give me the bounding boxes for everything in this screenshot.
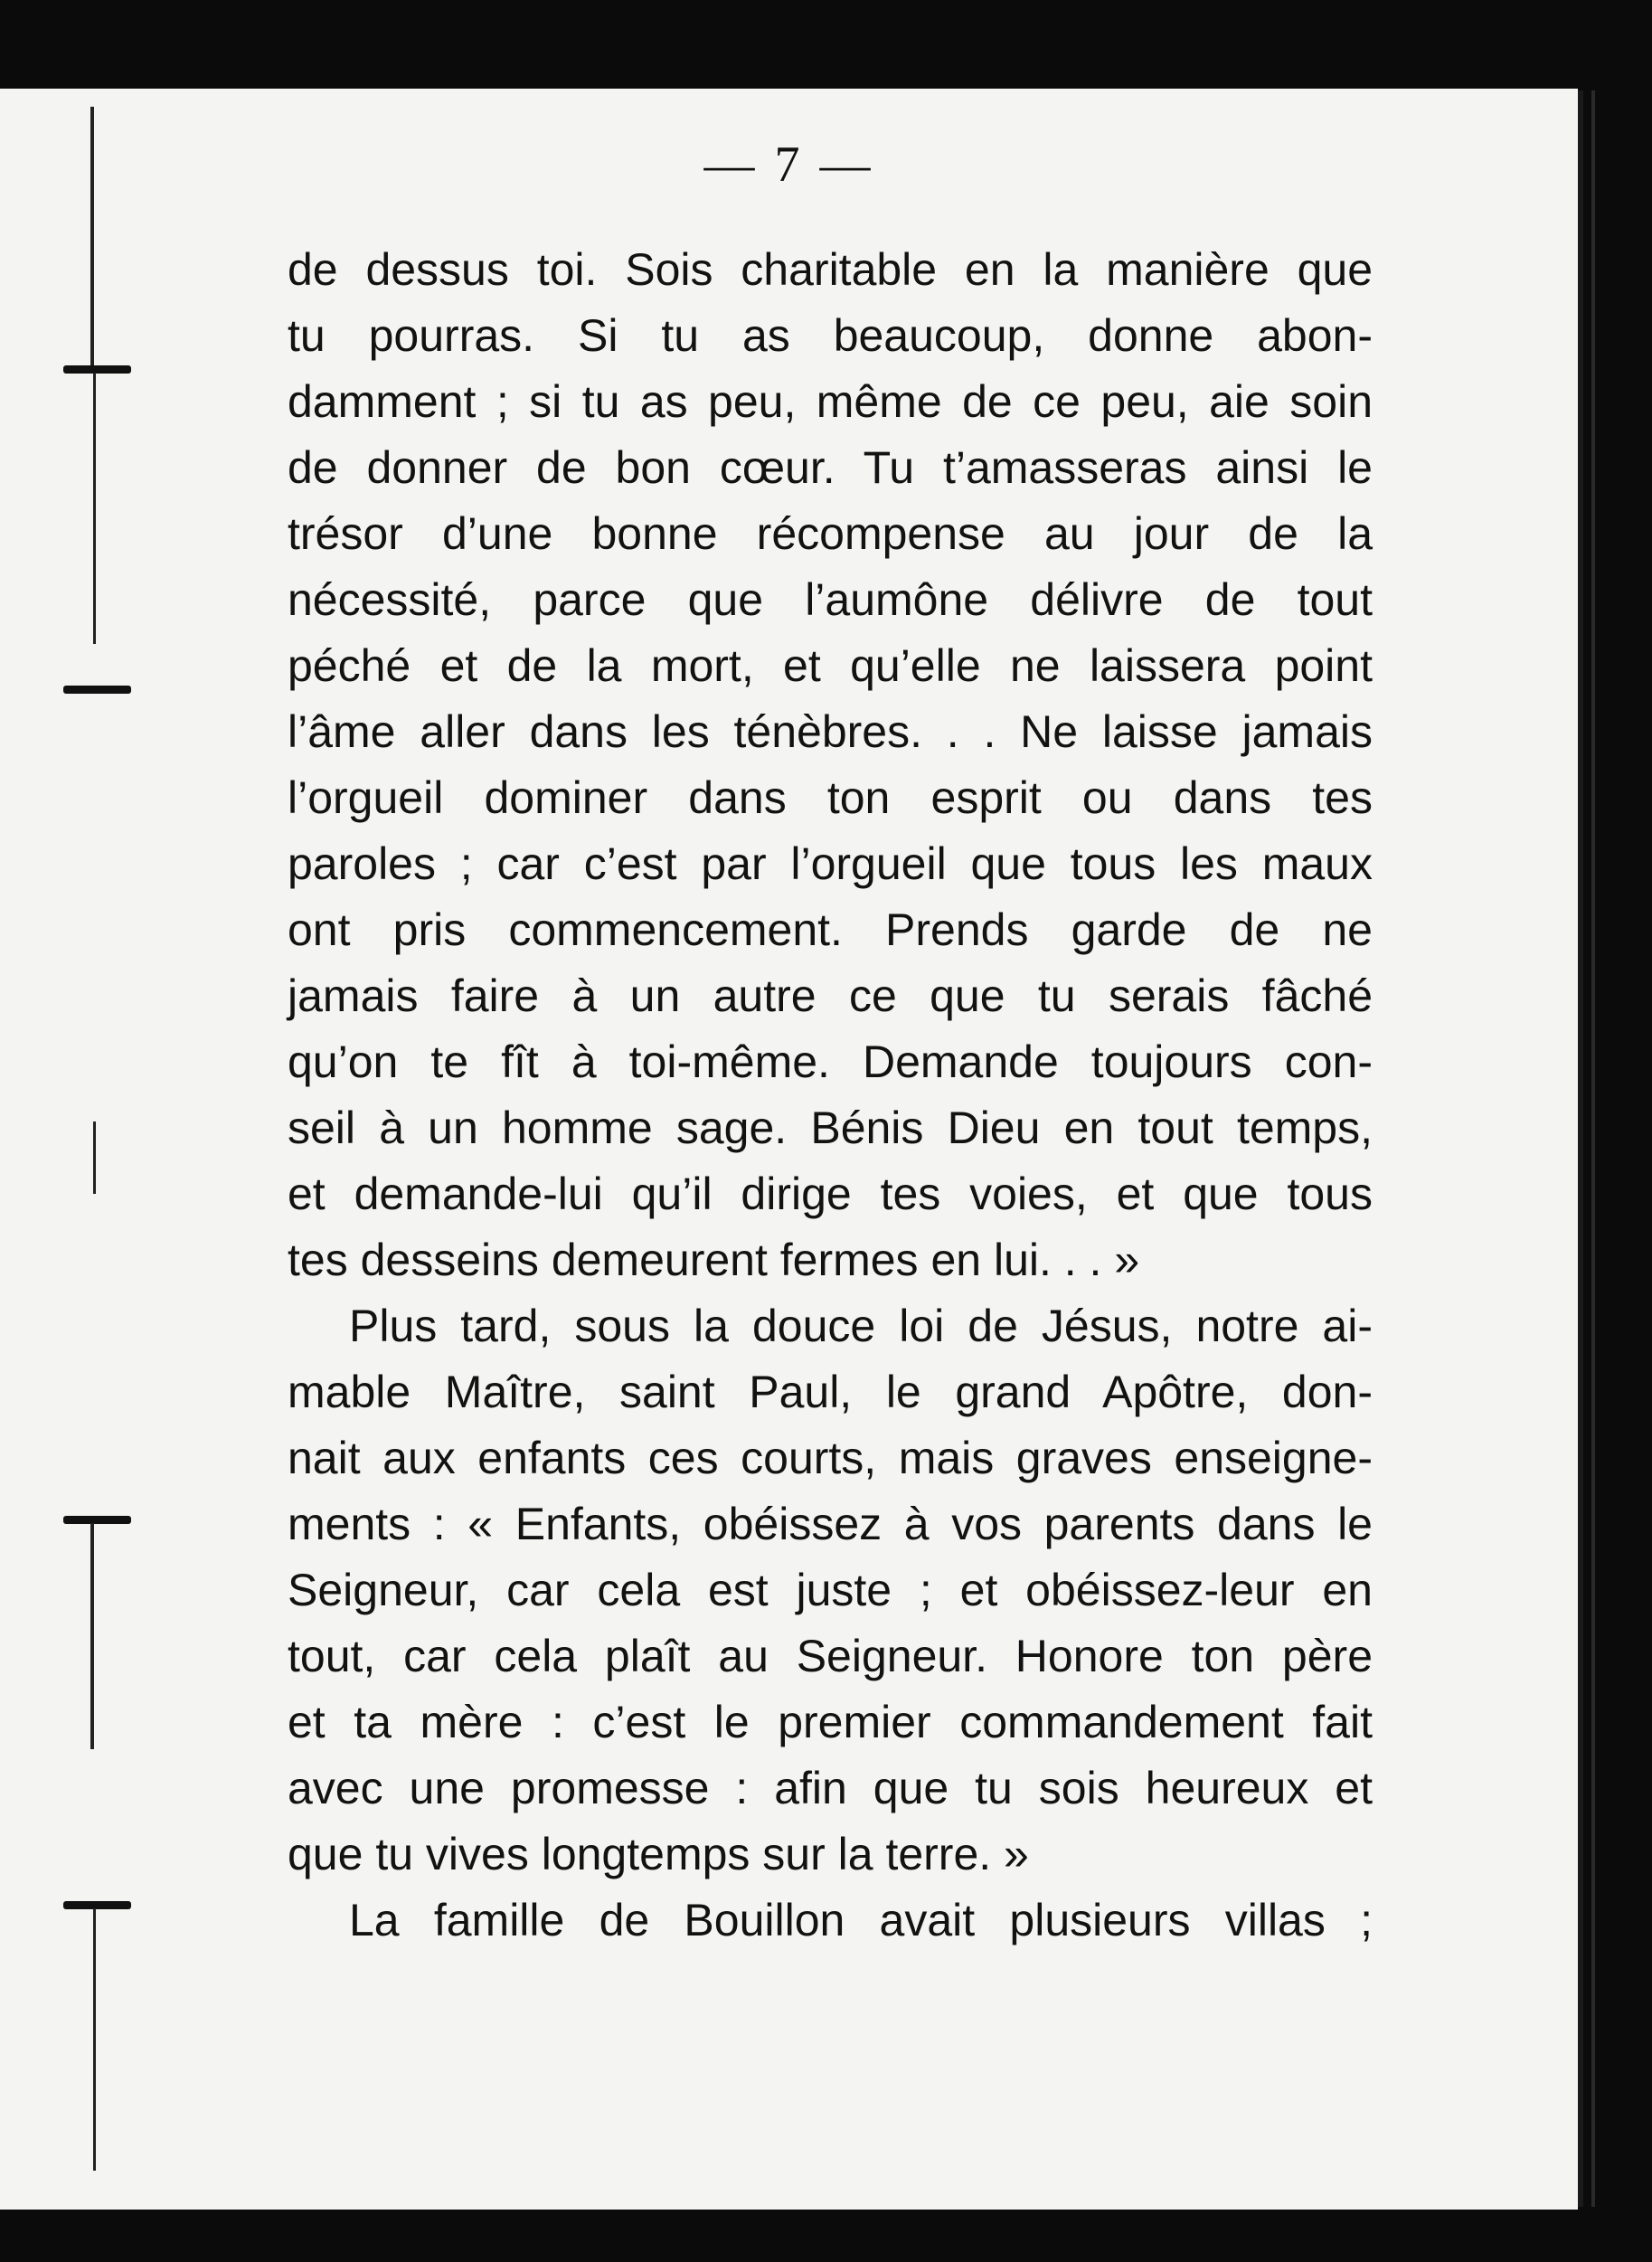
text-line: l’orgueil dominer dans ton esprit ou dans tes — [288, 772, 1373, 823]
text-line: damment ; si tu as peu, même de ce peu, aie soin — [288, 376, 1373, 427]
body-text — [288, 237, 1373, 1954]
text-line: Seigneur, car cela est juste ; et obéissez-leur en — [288, 1565, 1373, 1615]
text-line: tout, car cela plaît au Seigneur. Honore ton père — [288, 1631, 1373, 1681]
text-line: et ta mère : c’est le premier commandement fait — [288, 1697, 1373, 1747]
binding-stitch — [93, 373, 96, 644]
text-line: tu pourras. Si tu as beaucoup, donne abon- — [288, 310, 1373, 361]
text-line: ont pris commencement. Prends garde de ne — [288, 904, 1373, 955]
text-line: jamais faire à un autre ce que tu serais fâché — [288, 970, 1373, 1021]
text-line: seil à un homme sage. Bénis Dieu en tout temps, — [288, 1103, 1373, 1153]
text-line: qu’on te fît à toi-même. Demande toujours con- — [288, 1036, 1373, 1087]
page-edge-right-outer — [1591, 90, 1595, 2207]
text-line: tes desseins demeurent fermes en lui. . . » — [288, 1235, 1140, 1285]
binding-stitch — [93, 1908, 96, 2171]
text-line: ments : « Enfants, obéissez à vos parents dans le — [288, 1499, 1373, 1549]
text-line: trésor d’une bonne récompense au jour de la — [288, 508, 1373, 559]
text-line: l’âme aller dans les ténèbres. . . Ne laisse jamais — [288, 706, 1373, 757]
text-line: paroles ; car c’est par l’orgueil que tous les maux — [288, 838, 1373, 889]
text-line: que tu vives longtemps sur la terre. » — [288, 1829, 1029, 1879]
binding-stitch — [90, 1523, 94, 1749]
binding-mark — [63, 686, 131, 694]
text-line: mable Maître, saint Paul, le grand Apôtre, don- — [288, 1367, 1373, 1417]
text-line: péché et de la mort, et qu’elle ne laissera point — [288, 640, 1373, 691]
binding-stitch — [93, 1122, 96, 1194]
text-line: nait aux enfants ces courts, mais graves enseigne- — [288, 1433, 1373, 1483]
text-line: avec une promesse : afin que tu sois heureux et — [288, 1763, 1373, 1813]
page-edge-right — [1578, 90, 1583, 2207]
binding-mark — [63, 1516, 131, 1524]
binding-mark — [63, 1901, 131, 1909]
binding-mark — [63, 365, 131, 374]
text-line: nécessité, parce que l’aumône délivre de tout — [288, 574, 1373, 625]
text-line: et demande-lui qu’il dirige tes voies, et que tous — [288, 1169, 1373, 1219]
page-number: — 7 — — [703, 137, 874, 193]
text-line: Plus tard, sous la douce loi de Jésus, notre ai- — [349, 1301, 1373, 1351]
text-line: de dessus toi. Sois charitable en la manière que — [288, 244, 1373, 295]
text-line: de donner de bon cœur. Tu t’amasseras ainsi le — [288, 442, 1373, 493]
text-line: La famille de Bouillon avait plusieurs villas ; — [349, 1895, 1373, 1945]
